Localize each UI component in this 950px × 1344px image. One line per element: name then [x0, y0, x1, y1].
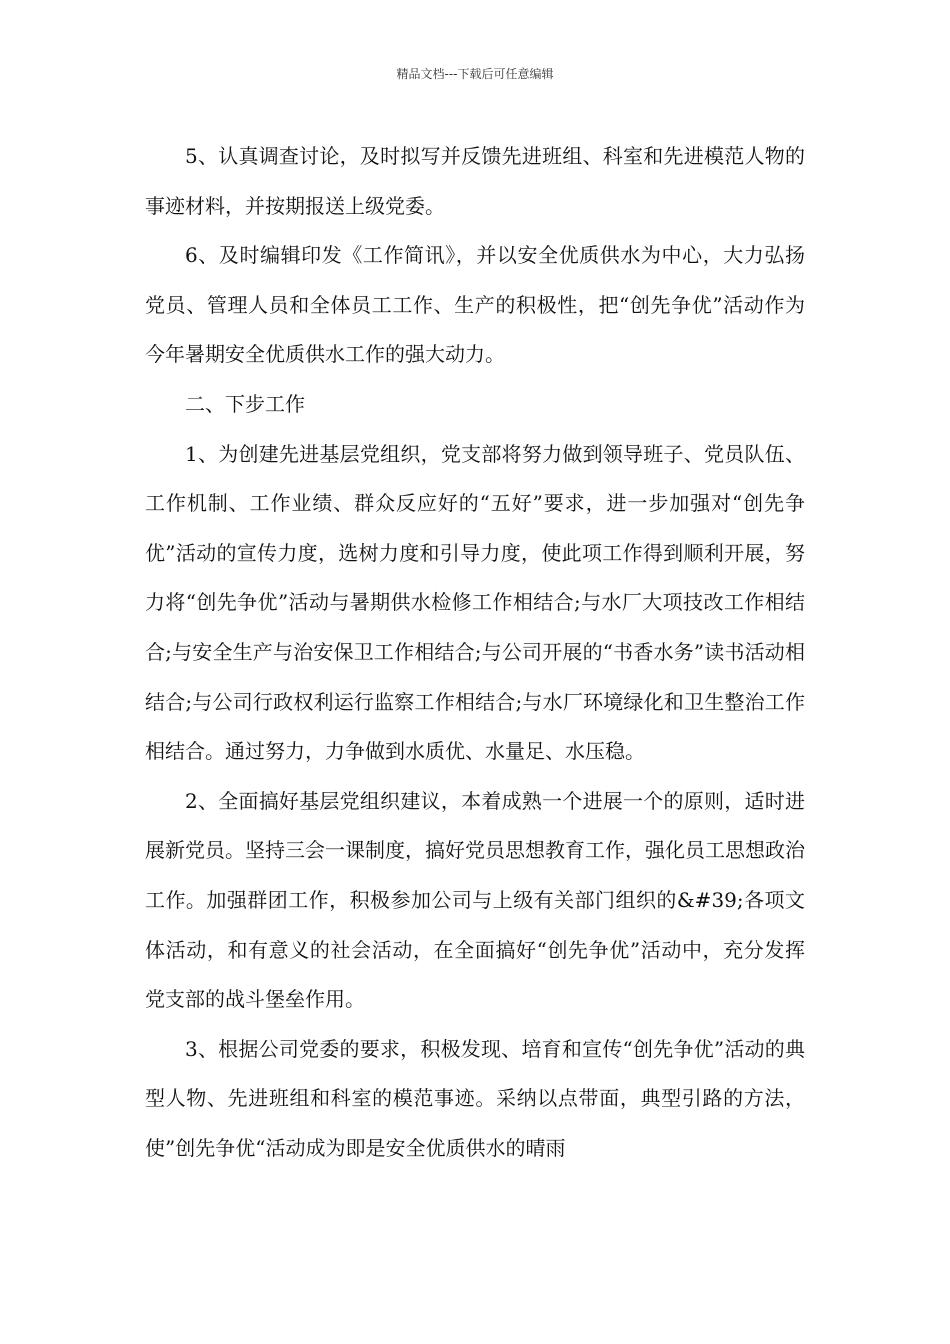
section-heading-next-steps: 二、下步工作 [185, 391, 305, 416]
document-body [145, 132, 805, 1173]
paragraph-next-step-3: 3、根据公司党委的要求，积极发现、培育和宣传“创先争优”活动的典型人物、先进班组和科室的模范事迹。采纳以点带面，典型引路的方法，使”创先争优“活动成为即是安全优质供水的晴雨 [145, 1036, 805, 1160]
paragraph-item-6: 6、及时编辑印发《工作简讯》，并以安全优质供水为中心，大力弘扬党员、管理人员和全体员工工作、生产的积极性，把“创先争优”活动作为今年暑期安全优质供水工作的强大动力。 [145, 243, 805, 367]
paragraph-next-step-2: 2、全面搞好基层党组织建议，本着成熟一个进展一个的原则，适时进展新党员。坚持三会一课制度，搞好党员思想教育工作，强化员工思想政治工作。加强群团工作，积极参加公司与上级有关部门组织的&#39;各项文体活动，和有意义的社会活动，在全面搞好“创先争优”活动中，充分发挥党支部的战斗堡垒作用。 [145, 788, 805, 1012]
paragraph-next-step-1: 1、为创建先进基层党组织，党支部将努力做到领导班子、党员队伍、工作机制、工作业绩、群众反应好的“五好”要求，进一步加强对“创先争优”活动的宣传力度，选树力度和引导力度，使此项工作得到顺利开展，努力将“创先争优”活动与暑期供水检修工作相结合;与水厂大项技改工作相结合;与安全生产与治安保卫工作相结合;与公司开展的“书香水务”读书活动相结合;与公司行政权利运行监察工作相结合;与水厂环境绿化和卫生整治工作相结合。通过努力，力争做到水质优、水量足、水压稳。 [145, 441, 805, 764]
paragraph-item-5: 5、认真调查讨论，及时拟写并反馈先进班组、科室和先进模范人物的事迹材料，并按期报送上级党委。 [145, 144, 805, 218]
page-header: 精品文档---下载后可任意编辑 [396, 67, 554, 81]
